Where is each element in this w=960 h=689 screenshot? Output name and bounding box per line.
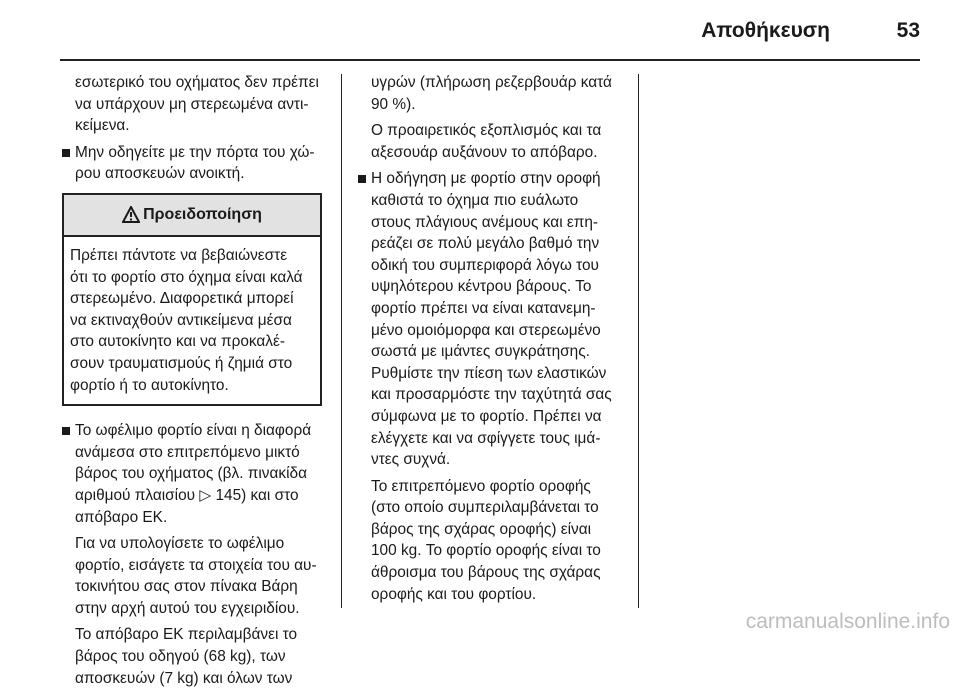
- text-line: υγρών (πλήρωση ρεζερβουάρ κατά: [371, 74, 612, 91]
- text-line: ρεάζει σε πολύ μεγάλο βαθμό την: [371, 235, 600, 253]
- warning-triangle-icon: [122, 206, 140, 223]
- bullet-marker: [358, 175, 366, 183]
- text-line: φορτίο ή το αυτοκίνητο.: [70, 376, 229, 394]
- bullet-item-tailgate: [62, 142, 328, 185]
- intro-paragraph: [62, 72, 328, 137]
- text-line: βάρος της σχάρας οροφής) είναι: [371, 520, 592, 538]
- bullet-marker: [62, 427, 70, 435]
- left-column: [62, 72, 328, 689]
- page-header: [0, 0, 960, 60]
- text-line: σουν τραυματισμούς ή ζημιά στο: [70, 354, 293, 372]
- text-line: Ρυθμίστε την πίεση των ελαστικών: [371, 364, 607, 382]
- page-reference-arrow-icon[interactable]: ▷: [199, 486, 212, 504]
- text-line: στην αρχή αυτού του εγχειριδίου.: [75, 599, 300, 617]
- text-line: ανάμεσα στο επιτρεπόμενο μικτό: [75, 443, 300, 461]
- text-line: υψηλότερου κέντρου βάρους. Το: [371, 278, 592, 296]
- bullet-marker: [62, 149, 70, 157]
- text-line: στερεωμένο. Διαφορετικά μπορεί: [70, 290, 294, 308]
- warning-title: Προειδοποίηση: [143, 206, 262, 224]
- text-line: (στο οποίο συμπεριλαμβάνεται το: [371, 499, 599, 517]
- text-line: μένο ομοιόμορφα και στερεωμένο: [371, 321, 601, 339]
- text-line: Το επιτρεπόμενο φορτίο οροφής: [371, 477, 591, 495]
- page-number: 53: [896, 19, 920, 42]
- text-line: Το απόβαρο ΕΚ περιλαμβάνει το: [75, 626, 298, 644]
- warning-box: [62, 193, 322, 406]
- text-line: Πρέπει πάντοτε να βεβαιώνεστε: [70, 246, 288, 264]
- text-line: καθιστά το όχημα πιο ευάλωτο: [371, 191, 579, 209]
- text-line: 90 %).: [371, 95, 416, 113]
- bullet-item-payload: [62, 420, 328, 528]
- text-line: ότι το φορτίο στο όχημα είναι καλά: [70, 268, 303, 286]
- text-line: απόβαρο ΕΚ.: [75, 508, 168, 526]
- text-line: στο αυτοκίνητο και να προκαλέ-: [70, 333, 285, 351]
- text-line: οδική του συμπεριφορά λόγω του: [371, 256, 599, 274]
- text-line: ελέγχετε και να σφίγγετε τους ιμά-: [371, 429, 601, 447]
- text-line: Ο προαιρετικός εξοπλισμός και τα: [371, 122, 602, 140]
- text-line: Η οδήγηση με φορτίο στην οροφή: [371, 170, 601, 188]
- text-line: οροφής και του φορτίου.: [371, 585, 537, 603]
- text-line: βάρος του οχήματος (βλ. πινακίδα: [75, 465, 307, 483]
- text-line: στους πλάγιους ανέμους και επη-: [371, 213, 599, 231]
- payload-calc-paragraph: [62, 533, 328, 619]
- fluids-paragraph: [358, 72, 626, 115]
- bullet-item-roof-load: [358, 168, 626, 470]
- watermark: carmanualsonline.info: [745, 610, 950, 633]
- warning-body: [64, 237, 320, 404]
- text-line: βάρος του οδηγού (68 kg), των: [75, 648, 286, 666]
- text-line: να εκτιναχθούν αντικείμενα μέσα: [70, 311, 292, 329]
- text-line: φορτίο πρέπει να είναι κατανεμη-: [371, 299, 596, 317]
- text-line: εσωτερικό του οχήματος δεν πρέπει: [75, 74, 319, 91]
- text-line: ντες συχνά.: [371, 451, 451, 469]
- text-line: σωστά με ιμάντες συγκράτησης.: [371, 343, 590, 361]
- text-line: και προσαρμόστε την ταχύτητά σας: [371, 386, 612, 404]
- page-title: Αποθήκευση: [701, 19, 830, 42]
- text-line: φορτίο, εισάγετε τα στοιχεία του αυ-: [75, 556, 317, 574]
- text-line: Το ωφέλιμο φορτίο είναι η διαφορά: [75, 422, 312, 440]
- column-divider-left: [341, 74, 342, 608]
- kerb-weight-paragraph: [62, 624, 328, 689]
- header-divider: [60, 59, 920, 61]
- optional-equipment-paragraph: [358, 120, 626, 163]
- text-line: ρου αποσκευών ανοικτή.: [75, 165, 245, 183]
- text-line: αποσκευών (7 kg) και όλων των: [75, 669, 293, 687]
- column-divider-right: [638, 74, 639, 608]
- text-line: κείμενα.: [75, 117, 130, 135]
- text-line: σύμφωνα με το φορτίο. Πρέπει να: [371, 407, 602, 425]
- text-line: 100 kg. Το φορτίο οροφής είναι το: [371, 542, 601, 560]
- roof-load-limit-paragraph: [358, 476, 626, 606]
- text-line-with-reference: [75, 485, 328, 507]
- text-line: άθροισμα του βάρους της σχάρας: [371, 564, 601, 582]
- text-line: Για να υπολογίσετε το ωφέλιμο: [75, 535, 285, 553]
- right-column: [358, 72, 626, 605]
- text-line: τοκινήτου σας στον πίνακα Βάρη: [75, 578, 298, 596]
- text-line: να υπάρχουν μη στερεωμένα αντι-: [75, 95, 309, 113]
- text-line: Μην οδηγείτε με την πόρτα του χώ-: [75, 143, 315, 161]
- text-fragment: αριθμού πλαισίου: [75, 486, 200, 504]
- text-line: αξεσουάρ αυξάνουν το απόβαρο.: [371, 143, 598, 161]
- warning-header: [64, 195, 320, 237]
- text-fragment: 145) και στο: [211, 486, 299, 504]
